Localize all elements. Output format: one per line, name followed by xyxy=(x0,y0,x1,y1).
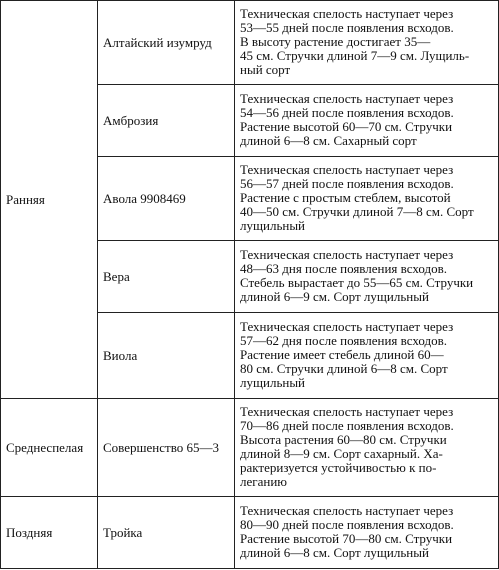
description-line: Техническая спелость наступает через xyxy=(240,247,454,262)
variety-description-cell xyxy=(235,497,499,569)
description-line: Техническая спелость наступает через xyxy=(240,503,454,518)
description-line: 57—62 дня после появления всходов. xyxy=(240,333,447,348)
description-line: 40—50 см. Стручки длиной 7—8 см. Сорт xyxy=(240,204,474,219)
description-line: длиной 6—9 см. Сорт лущильный xyxy=(240,289,429,304)
table-row xyxy=(1,399,499,497)
description-line: лущильный xyxy=(240,218,306,233)
description-line: Растение высотой 70—80 см. Стручки xyxy=(240,531,453,546)
variety-name-cell: Авола 9908469 xyxy=(98,157,235,241)
description-line: 45 см. Стручки длиной 7—9 см. Лущиль- xyxy=(240,48,470,63)
variety-name-cell: Алтайский изумруд xyxy=(98,1,235,85)
variety-description-cell xyxy=(235,241,499,313)
description-line: 48—63 дня после появления всходов. xyxy=(240,261,447,276)
description-line: длиной 6—8 см. Сахарный сорт xyxy=(240,133,417,148)
variety-name-cell: Амброзия xyxy=(98,85,235,157)
description-line: Растение с простым стеблем, высотой xyxy=(240,190,451,205)
ripeness-group-cell: Ранняя xyxy=(1,1,98,399)
table-row xyxy=(1,1,499,85)
ripeness-group-cell: Среднеспелая xyxy=(1,399,98,497)
variety-description-cell xyxy=(235,399,499,497)
variety-name-cell: Вера xyxy=(98,241,235,313)
description-line: 56—57 дней после появления всходов. xyxy=(240,176,454,191)
description-line: длиной 6—8 см. Сорт лущильный xyxy=(240,545,429,560)
description-line: 80 см. Стручки длиной 6—8 см. Сорт xyxy=(240,361,448,376)
description-line: рактеризуется устойчивостью к по- xyxy=(240,460,437,475)
description-line: В высоту растение достигает 35— xyxy=(240,34,431,49)
description-line: Растение высотой 60—70 см. Стручки xyxy=(240,119,453,134)
variety-description-cell xyxy=(235,157,499,241)
description-line: Техническая спелость наступает через xyxy=(240,319,454,334)
variety-name-cell: Виола xyxy=(98,313,235,399)
variety-description-cell xyxy=(235,85,499,157)
description-line: Техническая спелость наступает через xyxy=(240,6,454,21)
description-line: Растение имеет стебель длиной 60— xyxy=(240,347,444,362)
description-line: длиной 8—9 см. Сорт сахарный. Ха- xyxy=(240,446,443,461)
description-line: Техническая спелость наступает через xyxy=(240,162,454,177)
variety-name-cell: Совершенство 65—3 xyxy=(98,399,235,497)
description-line: Стебель вырастает до 55—65 см. Стручки xyxy=(240,275,474,290)
description-line: 54—56 дней после появления всходов. xyxy=(240,105,454,120)
variety-description-cell xyxy=(235,1,499,85)
variety-name-cell: Тройка xyxy=(98,497,235,569)
description-line: леганию xyxy=(240,474,287,489)
description-line: ный сорт xyxy=(240,62,291,77)
variety-description-cell xyxy=(235,313,499,399)
description-line: Техническая спелость наступает через xyxy=(240,404,454,419)
description-line: 70—86 дней после появления всходов. xyxy=(240,418,454,433)
description-line: 80—90 дней после появления всходов. xyxy=(240,517,454,532)
description-line: лущильный xyxy=(240,375,306,390)
description-line: 53—55 дней после появления всходов. xyxy=(240,20,454,35)
table-row xyxy=(1,497,499,569)
ripeness-group-cell: Поздняя xyxy=(1,497,98,569)
description-line: Высота растения 60—80 см. Стручки xyxy=(240,432,447,447)
description-line: Техническая спелость наступает через xyxy=(240,91,454,106)
